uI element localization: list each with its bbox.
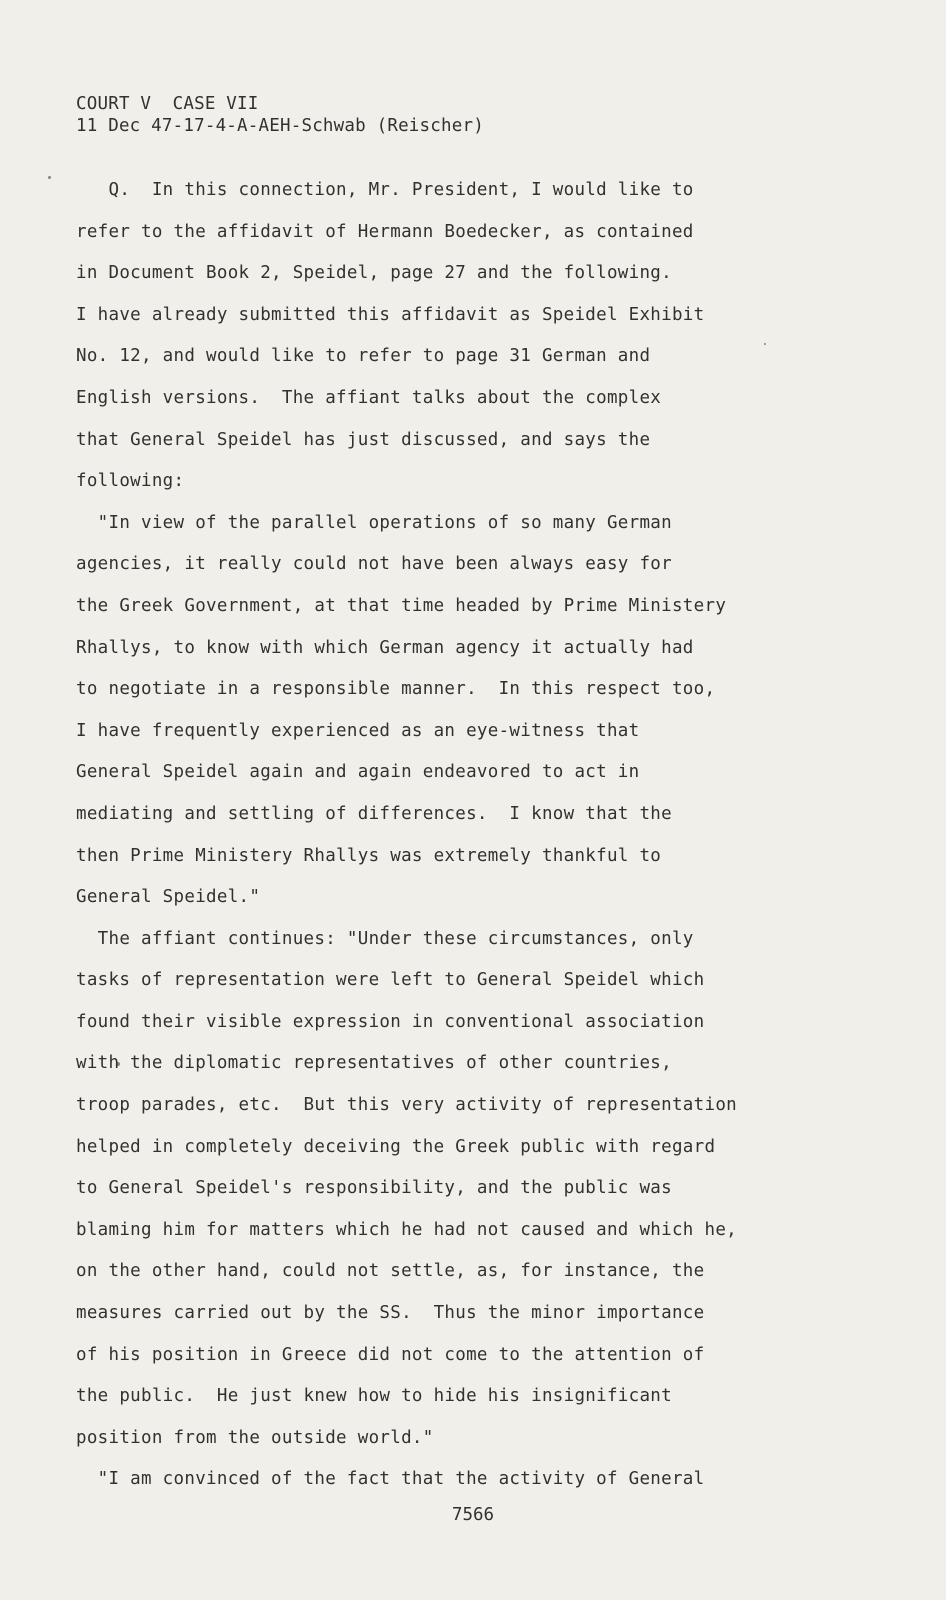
transcript-line: General Speidel again and again endeavored to act in — [76, 762, 640, 783]
transcript-line: the public. He just knew how to hide his insignificant — [76, 1386, 672, 1407]
transcript-line: General Speidel." — [76, 887, 261, 908]
transcript-line: then Prime Ministery Rhallys was extremely thankful to — [76, 845, 662, 866]
transcript-line: in Document Book 2, Speidel, page 27 and the following. — [76, 263, 672, 284]
transcript-line: English versions. The affiant talks about the complex — [76, 387, 662, 408]
page-number: 7566 — [451, 1505, 495, 1525]
transcript-line: "In view of the parallel operations of so many German — [76, 512, 672, 533]
transcript-line: measures carried out by the SS. Thus the minor importance — [76, 1303, 705, 1324]
transcript-line: Q. In this connection, Mr. President, I would like to — [76, 180, 694, 200]
paper-speck — [48, 176, 51, 179]
transcript-line: troop parades, etc. But this very activity of representation — [76, 1095, 737, 1116]
transcript-line: to General Speidel's responsibility, and the public was — [76, 1178, 672, 1199]
transcript-line: of his position in Greece did not come to the attention of — [76, 1344, 705, 1365]
transcript-line: I have frequently experienced as an eye-witness that — [76, 720, 640, 741]
transcript-line: refer to the affidavit of Hermann Boedecker, as contained — [76, 221, 694, 242]
transcript-line: following: — [76, 471, 185, 492]
transcript-line: tasks of representation were left to General Speidel which — [76, 970, 705, 991]
transcript-line: with the diplomatic representatives of other countries, — [76, 1053, 672, 1074]
transcript-line: the Greek Government, at that time headed by Prime Ministery — [76, 595, 727, 616]
transcript-line: position from the outside world." — [76, 1427, 434, 1448]
transcript-line: I have already submitted this affidavit as Speidel Exhibit — [76, 304, 705, 325]
session-reference-line: 11 Dec 47-17-4-A-AEH-Schwab (Reischer) — [76, 116, 484, 136]
transcript-line: to negotiate in a responsible manner. In this respect too, — [76, 679, 716, 700]
court-case-line: COURT V CASE VII — [76, 94, 259, 114]
transcript-line: "I am convinced of the fact that the activity of General — [76, 1469, 705, 1490]
transcript-line: Rhallys, to know with which German agency it actually had — [76, 637, 694, 658]
case-header — [76, 93, 484, 137]
transcript-line: helped in completely deceiving the Greek public with regard — [76, 1136, 716, 1157]
transcript-line: found their visible expression in conventional association — [76, 1011, 705, 1032]
transcript-line: The affiant continues: "Under these circumstances, only — [76, 928, 694, 949]
transcript-line: on the other hand, could not settle, as, for instance, the — [76, 1261, 705, 1282]
transcript-line: agencies, it really could not have been always easy for — [76, 554, 672, 575]
transcript-line: No. 12, and would like to refer to page 31 German and — [76, 346, 651, 367]
transcript-line: that General Speidel has just discussed, and says the — [76, 429, 651, 450]
transcript-line: mediating and settling of differences. I know that the — [76, 803, 672, 824]
transcript-body — [76, 170, 846, 1501]
transcript-line: blaming him for matters which he had not caused and which he, — [76, 1219, 737, 1240]
